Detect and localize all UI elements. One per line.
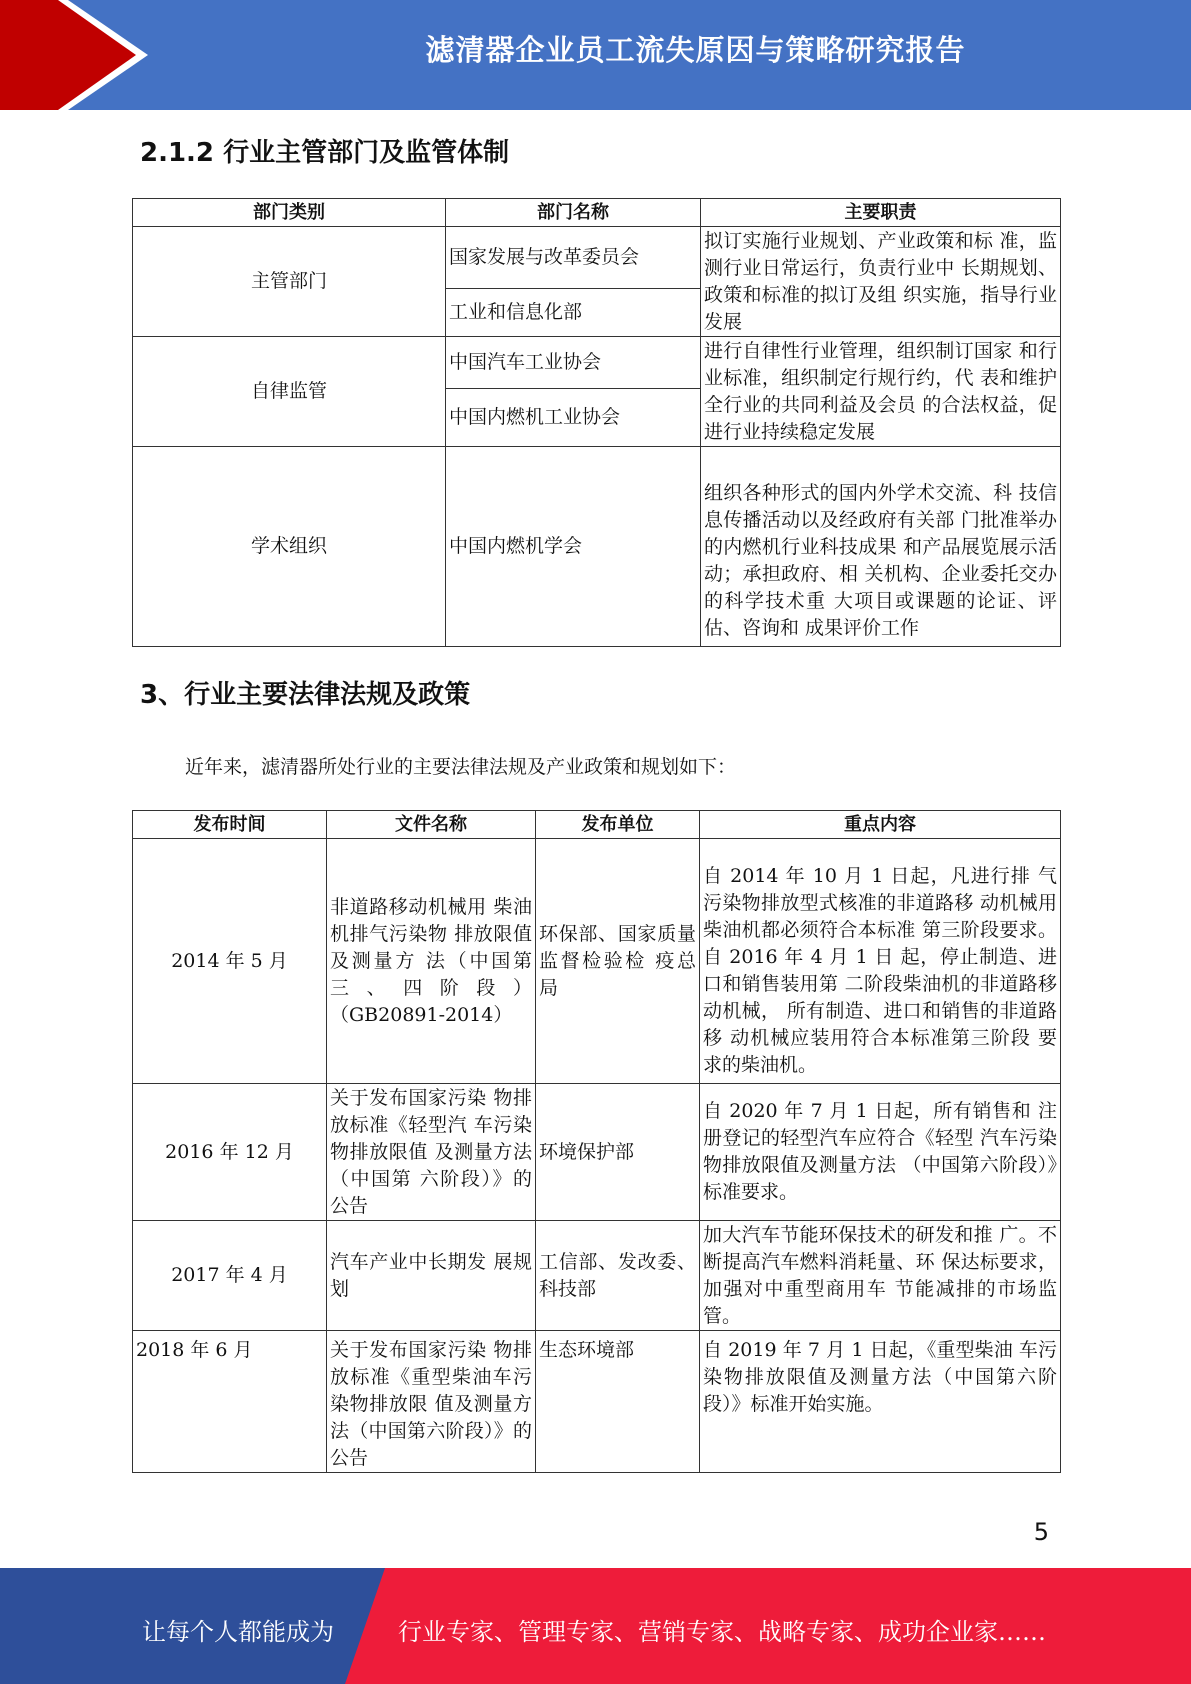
column-header: 发布单位: [536, 811, 700, 839]
table-row: [133, 447, 1061, 647]
footer-slogan-right: 行业专家、管理专家、营销专家、战略专家、成功企业家……: [398, 1618, 1046, 1646]
duty-cell: 拟订实施行业规划、产业政策和标 准，监测行业日常运行，负责行业中 长期规划、政策和标准的拟订及组 织实施，指导行业发展: [701, 227, 1061, 337]
header-arrow-icon: [0, 0, 240, 110]
table-header-row: [133, 199, 1061, 227]
issuer-cell: 环保部、国家质量监督检验检 疫总局: [536, 839, 700, 1084]
department-name-cell: 工业和信息化部: [446, 289, 701, 337]
date-cell: 2018 年 6 月: [133, 1331, 327, 1473]
table-row: [133, 1331, 1061, 1473]
report-title: 滤清器企业员工流失原因与策略研究报告: [425, 33, 966, 67]
department-name-cell: 中国内燃机工业协会: [446, 389, 701, 447]
issuer-cell: 环境保护部: [536, 1084, 700, 1221]
column-header: 主要职责: [701, 199, 1061, 227]
table-row: [133, 1084, 1061, 1221]
issuer-cell: 工信部、发改委、科技部: [536, 1221, 700, 1331]
table-row: [133, 337, 1061, 389]
duty-cell: 组织各种形式的国内外学术交流、科 技信息传播活动以及经政府有关部 门批准举办的内燃机行业科技成果 和产品展览展示活动；承担政府、相 关机构、企业委托交办的科学技术重 大项目或课题的论证、评估、咨询和 成果评价工作: [701, 447, 1061, 647]
content-cell: 自 2014 年 10 月 1 日起，凡进行排 气污染物排放型式核准的非道路移 动机械用柴油机都必须符合本标准 第三阶段要求。自 2016 年 4 月 1 日 起，停止制造、进口和销售装用第 二阶段柴油机的非道路移动机械， 所有制造、进口和销售的非道路移 动机械应装用符合本标准第三阶段 要求的柴油机。: [700, 839, 1061, 1084]
intro-paragraph: 近年来，滤清器所处行业的主要法律法规及产业政策和规划如下：: [185, 756, 737, 778]
section-heading-3: 3、行业主要法律法规及政策: [140, 680, 471, 710]
column-header: 重点内容: [700, 811, 1061, 839]
department-name-cell: 国家发展与改革委员会: [446, 227, 701, 289]
document-cell: 汽车产业中长期发 展规划: [327, 1221, 536, 1331]
table2-viewport: [0, 810, 1191, 1469]
department-table: [132, 198, 1061, 647]
column-header: 部门名称: [446, 199, 701, 227]
category-cell: 自律监管: [133, 337, 446, 447]
column-header: 文件名称: [327, 811, 536, 839]
content-cell: 自 2020 年 7 月 1 日起，所有销售和 注册登记的轻型汽车应符合《轻型 汽车污染物排放限值及测量方法 （中国第六阶段）》标准要求。: [700, 1084, 1061, 1221]
document-cell: 关于发布国家污染 物排放标准《重型柴油车污染物排放限 值及测量方法（中国第六阶段）》的公告: [327, 1331, 536, 1473]
content-cell: 加大汽车节能环保技术的研发和推 广。不断提高汽车燃料消耗量、环 保达标要求，加强对中重型商用车 节能减排的市场监管。: [700, 1221, 1061, 1331]
table1-viewport: [0, 198, 1191, 639]
policy-table: [132, 810, 1061, 1473]
date-cell: 2017 年 4 月: [133, 1221, 327, 1331]
table-row: [133, 1221, 1061, 1331]
issuer-cell: 生态环境部: [536, 1331, 700, 1473]
column-header: 发布时间: [133, 811, 327, 839]
column-header: 部门类别: [133, 199, 446, 227]
department-name-cell: 中国汽车工业协会: [446, 337, 701, 389]
table-row: [133, 839, 1061, 1084]
document-cell: 非道路移动机械用 柴油机排气污染物 排放限值及测量方 法（中国第三、四阶段）（GB20891-2014）: [327, 839, 536, 1084]
page-number: 5: [1033, 1518, 1049, 1546]
section-heading-2-1-2: 2.1.2 行业主管部门及监管体制: [140, 138, 510, 168]
department-name-cell: 中国内燃机学会: [446, 447, 701, 647]
category-cell: 学术组织: [133, 447, 446, 647]
table-header-row: [133, 811, 1061, 839]
category-cell: 主管部门: [133, 227, 446, 337]
date-cell: 2016 年 12 月: [133, 1084, 327, 1221]
duty-cell: 进行自律性行业管理，组织制订国家 和行业标准，组织制定行规行约，代 表和维护全行业的共同利益及会员 的合法权益，促进行业持续稳定发展: [701, 337, 1061, 447]
document-cell: 关于发布国家污染 物排放标准《轻型汽 车污染物排放限值 及测量方法（中国第 六阶段）》的公告: [327, 1084, 536, 1221]
date-cell: 2014 年 5 月: [133, 839, 327, 1084]
table-row: [133, 227, 1061, 289]
content-cell: 自 2019 年 7 月 1 日起，《重型柴油 车污染物排放限值及测量方法（中国第六阶段）》标准开始实施。: [700, 1331, 1061, 1473]
page-header: [0, 0, 1191, 110]
footer-slogan-left: 让每个人都能成为: [142, 1618, 334, 1646]
